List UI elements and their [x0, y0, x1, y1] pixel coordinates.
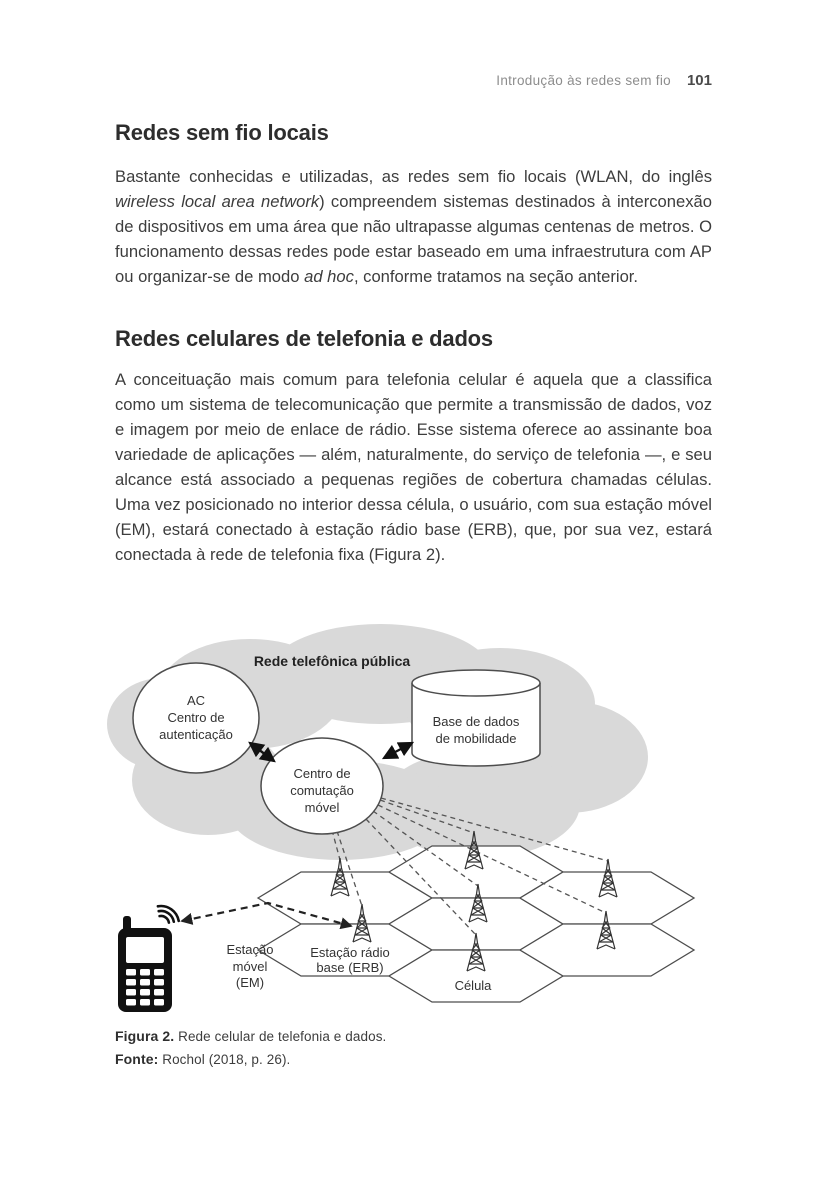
cloud-label: Rede telefônica pública [253, 653, 411, 669]
cell-label: Célula [454, 978, 492, 993]
ccm-node-label: Centro de comutação móvel [290, 766, 354, 815]
paragraph-wlan [115, 164, 712, 289]
mobile-station-label: Estação móvel (EM) [226, 942, 274, 990]
ac-node-label: AC Centro de autenticação [159, 693, 233, 742]
paragraph-text: Bastante conhecidas e utilizadas, as redes sem fio locais (WLAN, do inglês [115, 167, 712, 186]
section-heading-redes-sem-fio-locais: Redes sem fio locais [115, 120, 329, 145]
italic-term-adhoc: ad hoc [304, 267, 354, 286]
link-arrow-ccm-db [384, 743, 412, 758]
page-number: 101 [686, 72, 712, 89]
section-heading-redes-celulares: Redes celulares de telefonia e dados [115, 326, 493, 351]
radio-waves-icon [158, 906, 179, 923]
base-station-label: Estação rádio base (ERB) [310, 945, 390, 975]
db-node-label: Base de dados de mobilidade [432, 714, 520, 746]
figure-caption [115, 1028, 386, 1044]
figure-source-text: Rochol (2018, p. 26). [158, 1052, 291, 1067]
figure-caption-text: Rede celular de telefonia e dados. [174, 1029, 387, 1044]
paragraph-text: ) compreendem sistemas destinados à interconexão de dispositivos em uma área que não ultrapasse algumas centenas de metros. O funcionamento dessas redes pode estar baseado em uma infraestrutura com AP ou organizar-se de modo [115, 192, 712, 286]
figure-caption-label: Figura 2. [115, 1028, 175, 1044]
italic-term-wlan: wireless local area network [115, 192, 320, 211]
cellular-network-diagram [100, 612, 740, 1018]
figure-2-diagram [100, 612, 740, 1018]
figure-source [115, 1051, 290, 1067]
running-header [115, 72, 712, 89]
paragraph-celular: A conceituação mais comum para telefonia celular é aquela que a classifica como um sistema de telecomunicação que permite a transmissão de dados, voz e imagem por meio de enlace de rádio. Esse sistema oferece ao assinante boa variedade de aplicações — além, naturalmente, do serviço de telefonia —, e seu alcance está associado a pequenas regiões de cobertura chamadas células. Uma vez posicionado no interior dessa célula, o usuário, com sua estação móvel (EM), estará conectado à estação rádio base (ERB), que, por sua vez, estará conectada à rede de telefonia fixa (Figura 2). [115, 370, 712, 564]
running-title: Introdução às redes sem fio [496, 73, 671, 88]
figure-source-label: Fonte: [115, 1051, 159, 1067]
mobile-phone-icon [118, 906, 179, 1012]
paragraph-text: , conforme tratamos na seção anterior. [353, 267, 639, 286]
